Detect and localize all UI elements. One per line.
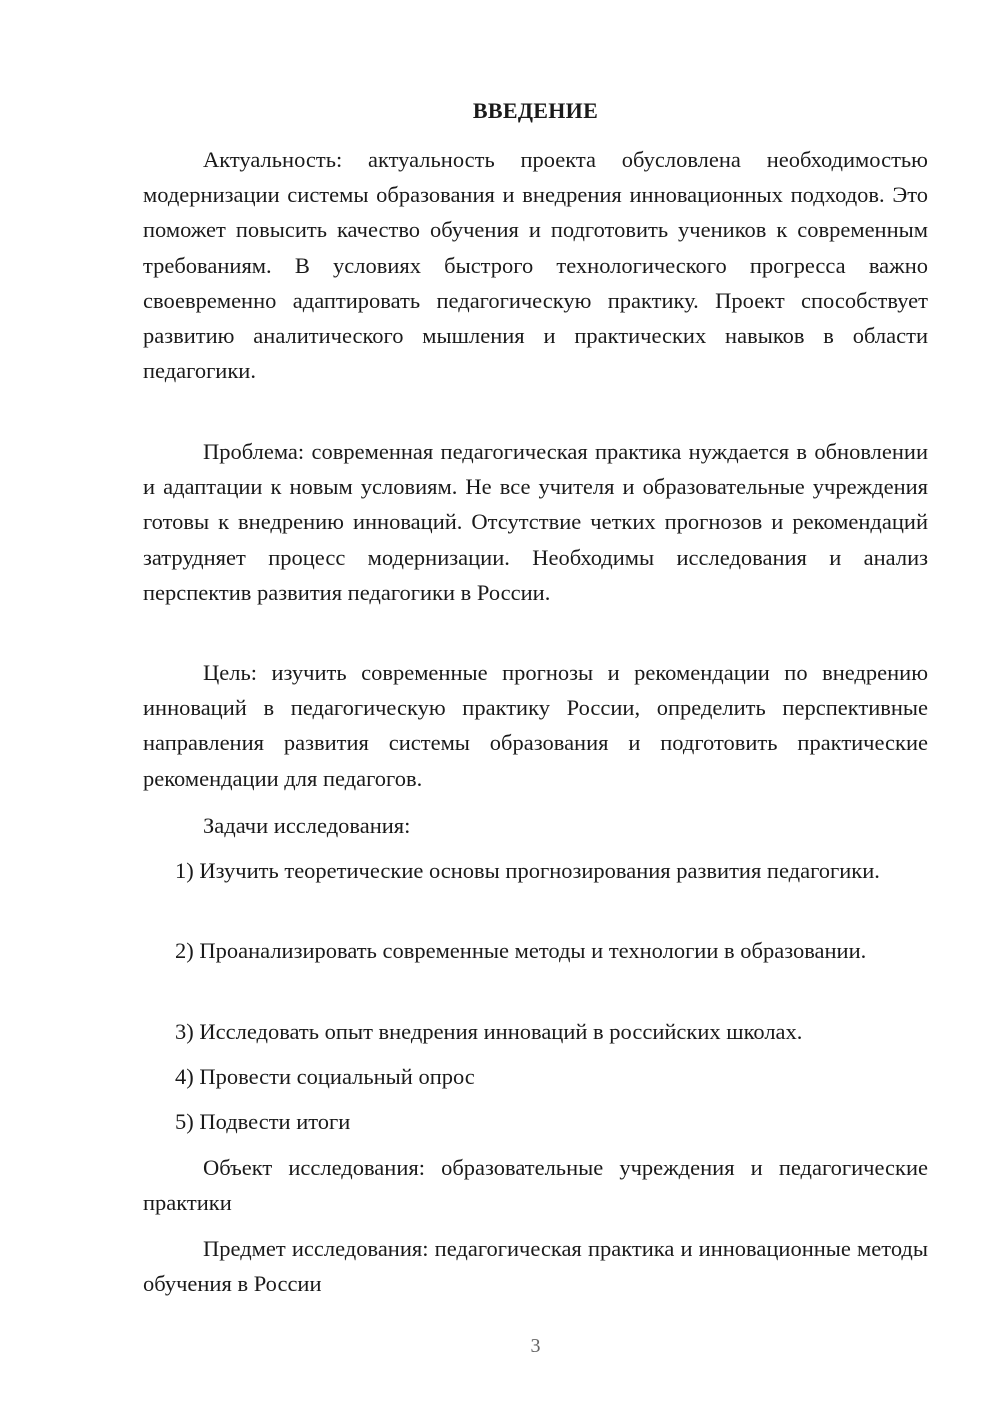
task-item-5: 5) Подвести итоги [175,1109,351,1134]
task-item-3: 3) Исследовать опыт внедрения инноваций в российских школах. [175,1019,803,1044]
tasks-title: Задачи исследования: [203,813,411,838]
task-item-1: 1) Изучить теоретические основы прогнозирования развития педагогики. [175,858,880,883]
task-item-2: 2) Проанализировать современные методы и технологии в образовании. [175,938,867,963]
problem-paragraph: Проблема: современная педагогическая практика нуждается в обновлении и адаптации к новым условиям. Не все учителя и образовательные учреждения готовы к внедрению инноваций. Отсутствие четких прогнозов и рекомендаций затрудняет процесс модернизации. Необходимы исследования и анализ перспектив развития педагогики в России. [143,439,928,605]
goal-paragraph: Цель: изучить современные прогнозы и рекомендации по внедрению инноваций в педагогическую практику России, определить перспективные направления развития системы образования и подготовить практические рекомендации для педагогов. [143,660,928,791]
page-number: 3 [530,1335,541,1357]
relevance-paragraph: Актуальность: актуальность проекта обусловлена необходимостью модернизации системы образования и внедрения инновационных подходов. Это поможет повысить качество обучения и подготовить учеников к современным требованиям. В условиях быстрого технологического прогресса важно своевременно адаптировать педагогическую практику. Проект способствует развитию аналитического мышления и практических навыков в области педагогики. [143,147,928,384]
section-heading: ВВЕДЕНИЕ [472,98,599,123]
object-paragraph: Объект исследования: образовательные учреждения и педагогические практики [143,1155,928,1216]
subject-paragraph: Предмет исследования: педагогическая практика и инновационные методы обучения в России [143,1236,928,1297]
task-item-4: 4) Провести социальный опрос [175,1064,475,1089]
